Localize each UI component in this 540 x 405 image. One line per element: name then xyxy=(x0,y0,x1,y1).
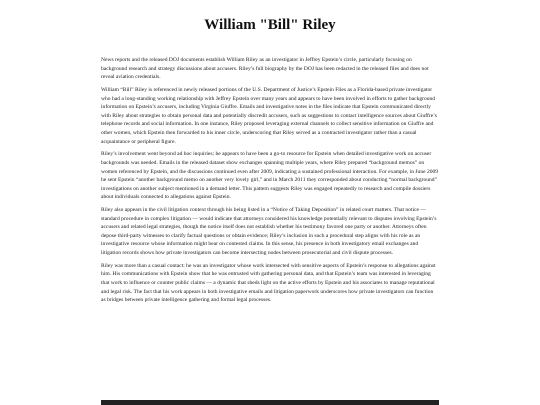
bottom-divider-bar xyxy=(101,400,439,405)
document-page xyxy=(101,0,439,309)
document-title: William "Bill" Riley xyxy=(204,17,336,33)
paragraph-intro: News reports and the released DOJ documents establish William Riley as an investigator in Jeffrey Epstein’s circle, particularly focusing on background research and strategy discussions about accusers. Riley’s full biography by the DOJ has been redacted in the released files and does not reveal aviation credentials. xyxy=(101,57,429,81)
paragraph-litigation: Riley also appears in the civil litigation context through his being listed in a “Notice of Taking Deposition” in related court matters. That notice — standard procedure in complex litigation — would indicate that attorneys considered his knowledge potentially relevant to disputes involving Epstein’s accusers and related legal strategies, though the notice itself does not establish whether his testimony favored one party or another. Attorneys often depose third-party witnesses to clarify factual questions or obtain evidence; Riley’s inclusion in such a procedural step aligns with his role as an investigative resource whose information might bear on contested claims. In this sense, his presence in both investigatory email exchanges and litigation records shows how private investigators can become intersecting nodes between prosecutorial and civil dispute processes. xyxy=(101,207,437,257)
paragraph-involvement: Riley’s involvement went beyond ad hoc inquiries; he appears to have been a go-to resource for Epstein when detailed investigative work on accuser backgrounds was needed. Emails in the released dataset show exchanges spanning multiple years, where Riley prepared “background memos” on women referenced by Epstein, and the discussions continued even after 2009, indicating a sustained professional interaction. For example, in June 2009 he sent Epstein “another background memo on another very lovely girl,” and in March 2011 they corresponded about conducting “normal background” investigations on another subject mentioned in a demand letter. This pattern suggests Riley was engaged repeatedly to research and compile dossiers about individuals connected to allegations against Epstein. xyxy=(101,151,439,201)
document-body xyxy=(101,56,439,305)
paragraph-conclusion: Riley was more than a casual contact: he was an investigator whose work intersected with sensitive aspects of Epstein’s response to allegations against him. His communications with Epstein show that he was entrusted with gathering personal data, and that Epstein’s team was interested in leveraging that work to influence or counter public claims — a dynamic that sheds light on the active efforts by Epstein and his associates to manage reputational and legal risk. The fact that his work appears in both investigative emails and litigation paperwork underscores how private investigators can function as bridges between private intelligence gathering and formal legal processes. xyxy=(101,262,436,304)
paragraph-background: William “Bill” Riley is referenced in newly released portions of the U.S. Department of Justice’s Epstein Files as a Florida-based private investigator who had a long-standing working relationship with Jeffrey Epstein over many years and appears to have been involved in efforts to gather background information on Epstein’s accusers, including Virginia Giuffre. Emails and investigative notes in the files indicate that Epstein communicated directly with Riley about strategies to obtain personal data and potentially discredit accusers, such as suggestions to contact intelligence sources about Giuffre’s telephone records and social information. In one instance, Riley proposed leveraging external channels to collect sensitive information on Giuffre and other women, which Epstein then forwarded to his inner circle, underscoring that Riley served as a contracted investigator rather than a casual acquaintance or peripheral figure. xyxy=(101,86,437,145)
